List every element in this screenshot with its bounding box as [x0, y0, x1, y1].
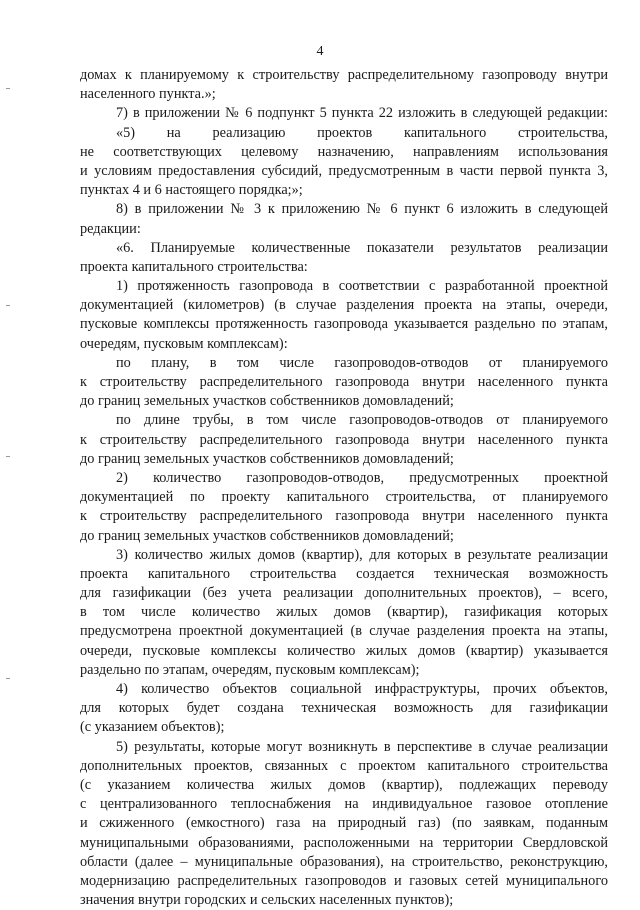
- text-line: 5) результаты, которые могут возникнуть в перспективе в случае реализации: [116, 738, 608, 755]
- text-line: проекта капитального строительства создается техническая возможность: [80, 565, 608, 582]
- text-line: по длине трубы, в том числе газопроводов-отводов от планируемого: [116, 412, 608, 429]
- text-line: 7) в приложении № 6 подпункт 5 пункта 22 изложить в следующей редакции:: [116, 105, 608, 122]
- text-line: «5) на реализацию проектов капитального строительства,: [116, 124, 608, 141]
- text-line: до границ земельных участков собственников домовладений;: [80, 450, 454, 467]
- text-line: для которых будет создана техническая возможность для газификации: [80, 700, 608, 717]
- text-line: 2) количество газопроводов-отводов, предусмотренных проектной: [116, 469, 608, 486]
- text-line: «6. Планируемые количественные показатели результатов реализации: [116, 239, 608, 256]
- text-line: 4) количество объектов социальной инфраструктуры, прочих объектов,: [116, 681, 608, 697]
- text-line: дополнительных проектов, связанных с проектом капитального строительства: [80, 757, 608, 774]
- scan-margin-mark: [6, 305, 10, 306]
- text-line: по плану, в том числе газопроводов-отводов от планируемого: [116, 354, 608, 371]
- text-line: значения внутри городских и сельских населенных пунктов);: [80, 892, 454, 909]
- text-line: пусковые комплексы протяженность газопровода указывается раздельно по этапам,: [80, 316, 608, 333]
- text-line: раздельно по этапам, очередям, пусковым комплексам);: [80, 661, 420, 678]
- text-line: предусмотрена проектной документацией (в случае разделения проекта на этапы,: [80, 623, 608, 640]
- text-line: пунктах 4 и 6 настоящего порядка;»;: [80, 182, 303, 199]
- text-line: населенного пункта.»;: [80, 86, 216, 103]
- text-line: домах к планируемому к строительству распределительному газопроводу внутри: [80, 67, 608, 83]
- text-line: (с указанием объектов);: [80, 719, 225, 736]
- text-line: 8) в приложении № 3 к приложению № 6 пункт 6 изложить в следующей: [116, 201, 608, 218]
- text-line: и сжиженного (емкостного) газа на природный газ) (по заявкам, поданным: [80, 815, 608, 832]
- document-body: [80, 66, 608, 910]
- text-line: в том числе количество жилых домов (квартир), газификация которых: [80, 604, 608, 621]
- text-line: документацией по проекту капитального строительства, от планируемого: [80, 489, 608, 506]
- text-line: очередям, пусковым комплексам):: [80, 335, 288, 352]
- text-line: очереди, пусковые комплексы количество жилых домов (квартир) указывается: [80, 642, 608, 659]
- text-line: 3) количество жилых домов (квартир), для которых в результате реализации: [116, 546, 608, 563]
- page-number: 4: [316, 44, 324, 59]
- text-line: до границ земельных участков собственников домовладений;: [80, 393, 454, 410]
- text-line: к строительству распределительного газопровода внутри населенного пункта: [80, 374, 608, 390]
- text-line: к строительству распределительного газопровода внутри населенного пункта: [80, 508, 608, 525]
- text-line: для газификации (без учета реализации дополнительных проектов), – всего,: [80, 585, 608, 602]
- text-line: проекта капитального строительства:: [80, 258, 308, 275]
- text-line: (с указанием количества жилых домов (квартир), подлежащих переводу: [80, 776, 608, 793]
- text-line: и условиям предоставления субсидий, предусмотренным в части первой пункта 3,: [80, 162, 608, 179]
- scan-margin-mark: [6, 88, 10, 89]
- text-line: области (далее – муниципальные образования), на строительство, реконструкцию,: [80, 853, 608, 870]
- text-line: с централизованного теплоснабжения на индивидуальное газовое отопление: [80, 796, 608, 813]
- text-line: документацией (километров) (в случае разделения проекта на этапы, очереди,: [80, 297, 608, 314]
- text-line: редакции:: [80, 220, 141, 237]
- text-line: не соответствующих целевому назначению, направлениям использования: [80, 143, 608, 160]
- scan-margin-mark: [6, 456, 10, 457]
- text-line: муниципальными образованиями, расположенными на территории Свердловской: [80, 834, 608, 851]
- text-line: модернизацию распределительных газопроводов и газовых сетей муниципального: [80, 872, 608, 889]
- text-line: 1) протяженность газопровода в соответствии с разработанной проектной: [116, 278, 608, 295]
- text-line: до границ земельных участков собственников домовладений;: [80, 527, 454, 544]
- scan-margin-mark: [6, 678, 10, 679]
- text-line: к строительству распределительного газопровода внутри населенного пункта: [80, 431, 608, 448]
